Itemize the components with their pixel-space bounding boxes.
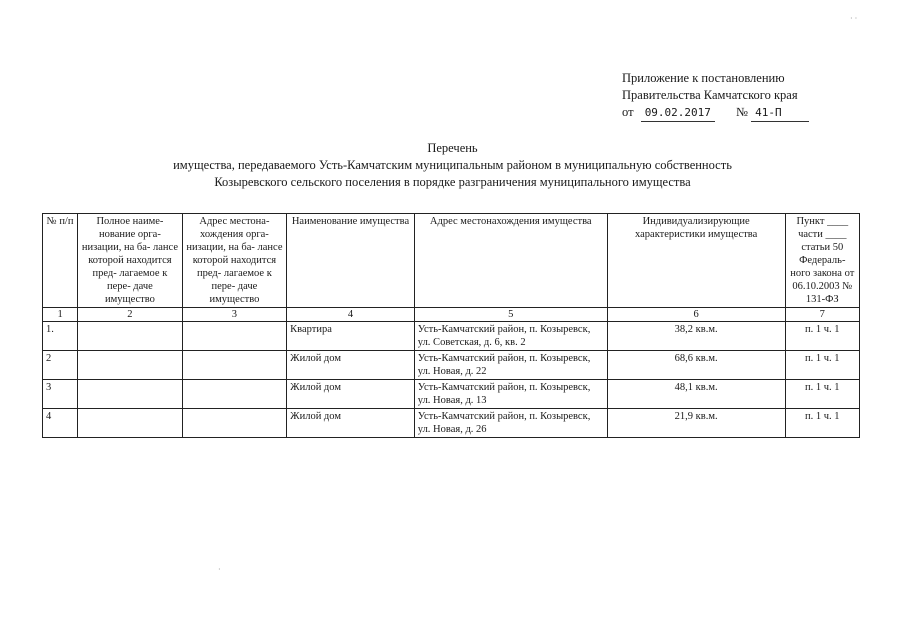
row-number: 3 — [43, 380, 78, 409]
row-org — [78, 380, 183, 409]
table-header-row — [43, 214, 860, 308]
title-line-1: Перечень — [427, 141, 478, 155]
row-number: 2 — [43, 351, 78, 380]
row-characteristics: 48,1 кв.м. — [607, 380, 785, 409]
row-characteristics: 21,9 кв.м. — [607, 409, 785, 438]
title-line-3: Козыревского сельского поселения в порядке разграничения муниципального имущества — [214, 175, 691, 189]
row-property-address: Усть-Камчатский район, п. Козыревск, ул. Советская, д. 6, кв. 2 — [414, 322, 607, 351]
row-law-clause: п. 1 ч. 1 — [785, 351, 859, 380]
row-property-address: Усть-Камчатский район, п. Козыревск, ул. Новая, д. 13 — [414, 380, 607, 409]
number-prefix: № — [736, 105, 748, 119]
header-law-clause: Пункт ____ части ____ статьи 50 Федераль- ного закона от 06.10.2003 № 131-ФЗ — [785, 214, 859, 308]
date-prefix: от — [622, 105, 634, 119]
row-org — [78, 322, 183, 351]
column-number: 3 — [182, 308, 287, 322]
row-org-address — [182, 380, 287, 409]
row-org-address — [182, 409, 287, 438]
row-characteristics: 38,2 кв.м. — [607, 322, 785, 351]
column-number-row — [43, 308, 860, 322]
row-org-address — [182, 351, 287, 380]
row-law-clause: п. 1 ч. 1 — [785, 380, 859, 409]
row-number: 4 — [43, 409, 78, 438]
row-property-name: Жилой дом — [287, 409, 415, 438]
appendix-block — [622, 70, 809, 122]
header-org-address: Адрес местона- хождения орга- низации, на ба- лансе которой находится пред- лагаемое к пере- даче имущество — [182, 214, 287, 308]
scan-speck: · — [218, 565, 221, 574]
table-row — [43, 351, 860, 380]
column-number: 1 — [43, 308, 78, 322]
appendix-date-line — [622, 104, 809, 122]
header-org-name: Полное наиме- нование орга- низации, на ба- лансе которой находится пред- лагаемое к пере- даче имущество — [78, 214, 183, 308]
number-value: 41-П — [751, 104, 809, 122]
appendix-line-1: Приложение к постановлению — [622, 71, 785, 85]
row-law-clause: п. 1 ч. 1 — [785, 409, 859, 438]
table-row — [43, 409, 860, 438]
row-org-address — [182, 322, 287, 351]
column-number: 2 — [78, 308, 183, 322]
row-property-name: Жилой дом — [287, 380, 415, 409]
row-org — [78, 351, 183, 380]
row-characteristics: 68,6 кв.м. — [607, 351, 785, 380]
row-law-clause: п. 1 ч. 1 — [785, 322, 859, 351]
document-title — [0, 140, 905, 191]
column-number: 6 — [607, 308, 785, 322]
table-row — [43, 380, 860, 409]
header-number: № п/п — [43, 214, 78, 308]
date-value: 09.02.2017 — [641, 104, 715, 122]
row-property-address: Усть-Камчатский район, п. Козыревск, ул. Новая, д. 26 — [414, 409, 607, 438]
row-property-address: Усть-Камчатский район, п. Козыревск, ул. Новая, д. 22 — [414, 351, 607, 380]
appendix-line-2: Правительства Камчатского края — [622, 88, 798, 102]
property-table — [42, 213, 860, 438]
title-line-2: имущества, передаваемого Усть-Камчатским муниципальным районом в муниципальную собственность — [173, 158, 732, 172]
header-characteristics: Индивидуализирующие характеристики имущества — [607, 214, 785, 308]
row-org — [78, 409, 183, 438]
row-property-name: Жилой дом — [287, 351, 415, 380]
column-number: 4 — [287, 308, 415, 322]
column-number: 7 — [785, 308, 859, 322]
row-property-name: Квартира — [287, 322, 415, 351]
column-number: 5 — [414, 308, 607, 322]
header-property-address: Адрес местонахождения имущества — [414, 214, 607, 308]
row-number: 1. — [43, 322, 78, 351]
scan-speck: · · — [850, 14, 858, 23]
table-row — [43, 322, 860, 351]
header-property-name: Наименование имущества — [287, 214, 415, 308]
